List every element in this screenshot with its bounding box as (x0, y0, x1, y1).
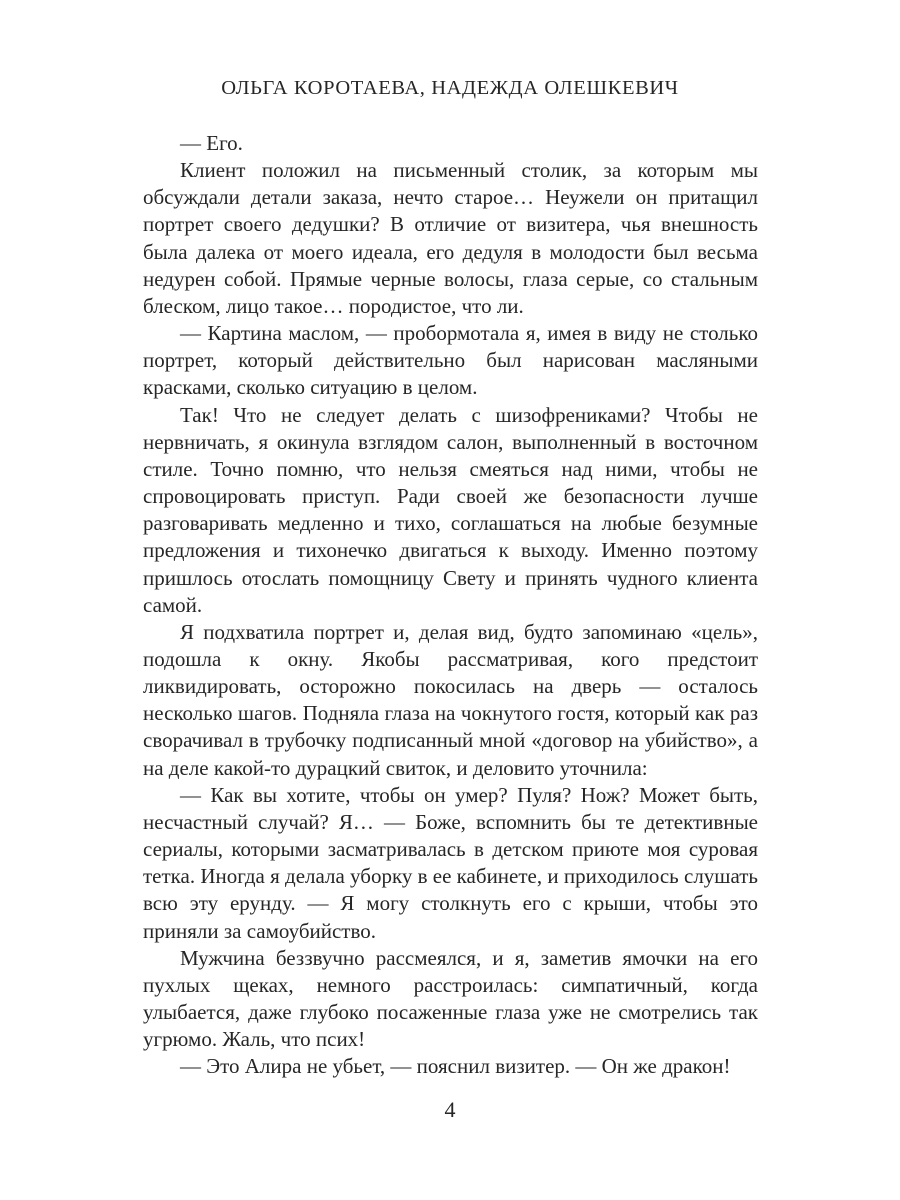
running-header: ОЛЬГА КОРОТАЕВА, НАДЕЖДА ОЛЕШКЕВИЧ (221, 77, 679, 99)
paragraph: Так! Что не следует делать с шизофрениками? Чтобы не нервничать, я окинула взглядом салон, выполненный в восточном стиле. Точно помню, что нельзя смеяться над ними, чтобы не спровоцировать приступ. Ради своей же безопасности лучше разговаривать медленно и тихо, соглашаться на любые безумные предложения и тихонечко двигаться к выходу. Именно поэтому пришлось отослать помощницу Свету и принять чудного клиента самой. (143, 402, 758, 617)
page-number: 4 (444, 1097, 456, 1122)
body-text (143, 130, 758, 1080)
paragraph: Клиент положил на письменный столик, за которым мы обсуждали детали заказа, нечто старое… Неужели он притащил портрет своего дедушки? В отличие от визитера, чья внешность была далека от моего идеала, его дедуля в молодости был весьма недурен собой. Прямые черные волосы, глаза серые, со стальным блеском, лицо такое… породистое, что ли. (143, 158, 758, 318)
paragraph: — Это Алира не убьет, — пояснил визитер. — Он же дракон! (180, 1054, 731, 1079)
paragraph: Мужчина беззвучно рассмеялся, и я, заметив ямочки на его пухлых щеках, немного расстроилась: симпатичный, когда улыбается, даже глубоко посаженные глаза уже не смотрелись так угрюмо. Жаль, что псих! (143, 945, 758, 1052)
paragraph: — Картина маслом, — пробормотала я, имея в виду не столько портрет, который действительно был нарисован масляными красками, сколько ситуацию в целом. (143, 321, 758, 400)
paragraph: Я подхватила портрет и, делая вид, будто запоминаю «цель», подошла к окну. Якобы рассматривая, кого предстоит ликвидировать, осторожно покосилась на дверь — осталось несколько шагов. Подняла глаза на чокнутого гостя, который как раз сворачивал в трубочку подписанный мной «договор на убийство», а на деле какой-то дурацкий свиток, и деловито уточнила: (143, 619, 758, 780)
paragraph: — Как вы хотите, чтобы он умер? Пуля? Нож? Может быть, несчастный случай? Я… — Боже, вспомнить бы те детективные сериалы, которыми засматривалась в детском приюте моя суровая тетка. Иногда я делала уборку в ее кабинете, и приходилось слушать всю эту ерунду. — Я могу столкнуть его с крыши, чтобы это приняли за самоубийство. (143, 782, 758, 943)
paragraph: — Его. (180, 131, 243, 155)
